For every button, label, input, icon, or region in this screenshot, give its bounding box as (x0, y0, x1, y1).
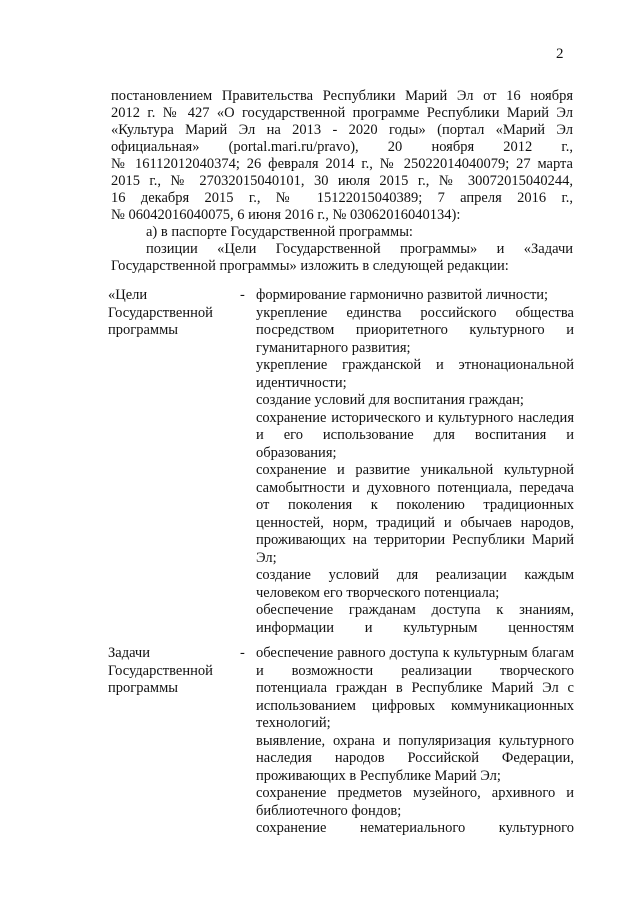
intro-line: официальная» (portal.mari.ru/pravo), 20 ноября 2012 г., (111, 139, 573, 155)
positions-line: Государственной программы» изложить в следующей редакции: (111, 258, 509, 274)
goal-item: создание условий для реализации каждым человеком его творческого потенциала; (256, 567, 574, 601)
task-item: сохранение предметов музейного, архивного и библиотечного фондов; (256, 785, 574, 819)
goal-item: укрепление единства российского общества посредством приоритетного культурного и гуманитарного развития; (256, 304, 574, 356)
goals-list (256, 287, 574, 637)
item-a: а) в паспорте Государственной программы: (146, 224, 413, 240)
goal-item: обеспечение гражданам доступа к знаниям, информации и культурным ценностям (256, 602, 574, 636)
goal-item: сохранение и развитие уникальной культурной самобытности и духовного потенциала, передача от поколения к поколению традиционных ценностей, норм, традиций и обычаев народов, проживающих на территории Республики Марий Эл; (256, 462, 574, 566)
goal-item: сохранение исторического и культурного наследия и его использование для воспитания и образования; (256, 409, 574, 461)
tasks-list (256, 645, 574, 838)
page-number: 2 (556, 46, 564, 62)
goal-item: формирование гармонично развитой личности; (256, 287, 549, 303)
task-item: выявление, охрана и популяризация культурного наследия народов Российской Федерации, проживающих в Республике Марий Эл; (256, 732, 574, 784)
positions-line: позиции «Цели Государственной программы» и «Задачи (146, 241, 573, 257)
intro-line: № 16112012040374; 26 февраля 2014 г., № 25022014040079; 27 марта (111, 156, 573, 172)
tasks-dash: - (240, 645, 245, 661)
task-item: обеспечение равного доступа к культурным благам и возможности реализации творческого потенциала граждан в Республике Марий Эл с использованием цифровых коммуникационных технологий; (256, 645, 574, 731)
goals-dash: - (240, 287, 245, 303)
intro-line: 16 декабря 2015 г., № 15122015040389; 7 апреля 2016 г., (111, 190, 573, 206)
tasks-label: Задачи Государственной программы (108, 645, 213, 696)
task-item: сохранение нематериального культурного (256, 820, 574, 836)
goal-item: укрепление гражданской и этнонациональной идентичности; (256, 357, 574, 391)
intro-line: № 06042016040075, 6 июня 2016 г., № 03062016040134): (111, 207, 461, 223)
goals-label: «Цели Государственной программы (108, 287, 213, 338)
intro-line: 2012 г. № 427 «О государственной программе Республики Марий Эл (111, 105, 573, 121)
intro-line: 2015 г., № 27032015040101, 30 июля 2015 г., № 30072015040244, (111, 173, 573, 189)
intro-line: постановлением Правительства Республики Марий Эл от 16 ноября (111, 88, 573, 104)
intro-line: «Культура Марий Эл на 2013 - 2020 годы» (портал «Марий Эл (111, 122, 573, 138)
goal-item: создание условий для воспитания граждан; (256, 392, 524, 408)
